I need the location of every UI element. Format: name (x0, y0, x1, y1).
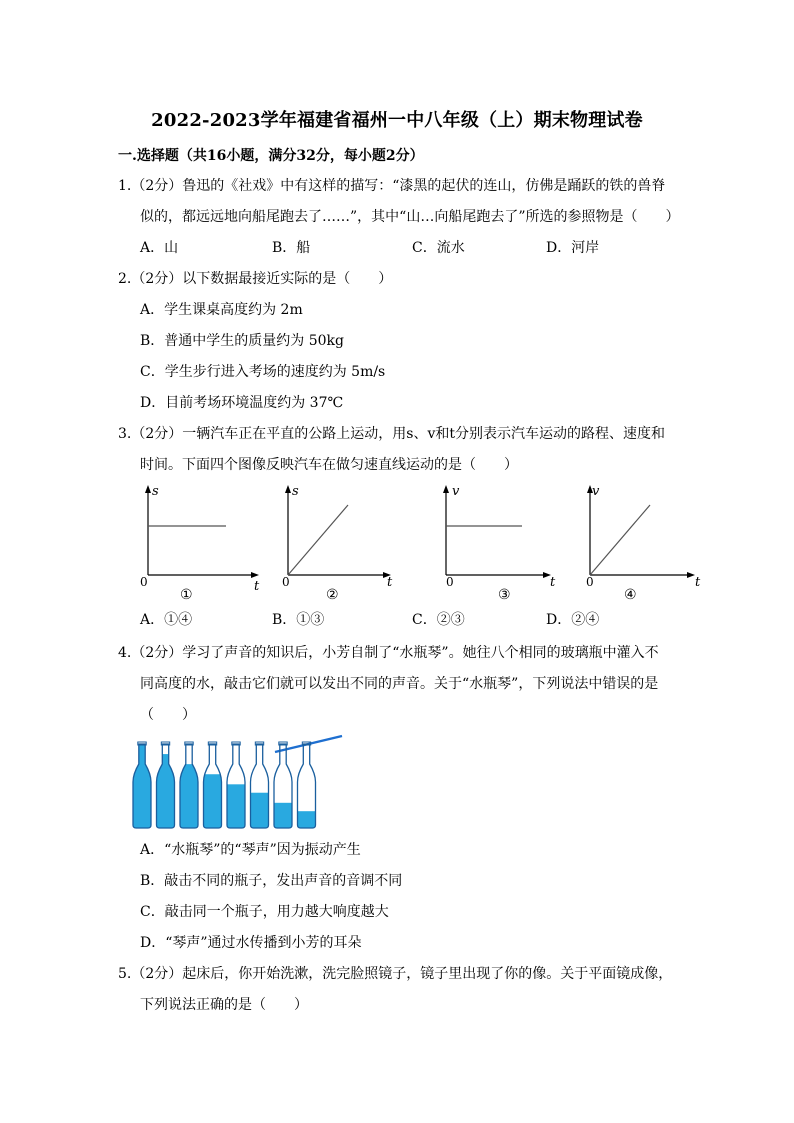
graph-1-xlabel: t (254, 579, 260, 594)
graph-2-xlabel: t (387, 575, 393, 590)
bottle-water-8 (297, 811, 317, 830)
bottle-water-7 (273, 803, 293, 830)
graph-3-origin: 0 (446, 575, 454, 589)
q1-option-b: B．船 (272, 240, 311, 256)
bottle-4 (203, 742, 223, 830)
graph-3-xlabel: t (550, 575, 556, 590)
bottle-6 (250, 742, 270, 830)
q3-option-c: C．②③ (412, 612, 465, 628)
graph-2-origin: 0 (282, 575, 290, 589)
bottle-water-4 (203, 774, 223, 830)
bottle-5 (226, 742, 246, 830)
bottle-3 (179, 742, 199, 830)
q4-option-b: B．敲击不同的瓶子，发出声音的音调不同 (140, 873, 403, 889)
graph-4-origin: 0 (586, 575, 594, 589)
bottle-water-2 (156, 754, 176, 830)
q3-option-d: D．②④ (546, 612, 600, 628)
bottle-2 (156, 742, 176, 830)
graph-3 (434, 482, 564, 602)
graph-3-caption: ③ (498, 587, 511, 602)
q2-option-c: C．学生步行进入考场的速度约为 5m/s (140, 364, 386, 380)
graph-4 (578, 482, 708, 602)
water-bottles-figure (130, 730, 350, 832)
q4-option-d: D．“琴声”通过水传播到小芳的耳朵 (140, 935, 362, 951)
bottle-water-5 (226, 784, 246, 830)
graph-2-ylabel: s (292, 484, 299, 499)
q4-line3: （ ） (140, 707, 196, 723)
graph-4-line (590, 505, 650, 575)
q1-option-d: D．河岸 (546, 240, 600, 256)
graph-4-ylabel: v (592, 484, 600, 499)
graph-2 (276, 482, 406, 602)
q2-option-a: A．学生课桌高度约为 2m (140, 302, 303, 318)
q4-line1: 4.（2分）学习了声音的知识后，小芳自制了“水瓶琴”。她往八个相同的玻璃瓶中灌入不 (118, 645, 659, 661)
q4-option-a: A．“水瓶琴”的“琴声”因为振动产生 (140, 842, 361, 858)
graph-1-ylabel: s (152, 484, 159, 499)
q2-line1: 2.（2分）以下数据最接近实际的是（ ） (118, 271, 393, 287)
q5-line1: 5.（2分）起床后，你开始洗漱，洗完脸照镜子，镜子里出现了你的像。关于平面镜成像， (118, 966, 673, 982)
q5-line2: 下列说法正确的是（ ） (140, 997, 308, 1013)
graph-1-caption: ① (180, 587, 193, 602)
bottle-8 (297, 742, 317, 830)
graph-3-ylabel: v (452, 484, 460, 499)
q2-option-d: D．目前考场环境温度约为 37℃ (140, 395, 344, 411)
graph-1-origin: 0 (140, 575, 148, 589)
bottle-7 (273, 742, 293, 830)
q3-line1: 3.（2分）一辆汽车正在平直的公路上运动，用s、v和t分别表示汽车运动的路程、速度和 (118, 426, 665, 442)
q1-option-a: A．山 (140, 240, 179, 256)
bottle-water-6 (250, 793, 270, 830)
q1-option-c: C．流水 (412, 240, 465, 256)
q4-line2: 同高度的水，敲击它们就可以发出不同的声音。关于“水瓶琴”，下列说法中错误的是 (140, 676, 659, 692)
q3-option-a: A．①④ (140, 612, 193, 628)
exam-title: 2022-2023学年福建省福州一中八年级（上）期末物理试卷 (151, 110, 643, 131)
graph-2-line (288, 505, 348, 575)
q3-line2: 时间。下面四个图像反映汽车在做匀速直线运动的是（ ） (140, 457, 518, 473)
graph-4-xlabel: t (695, 575, 701, 590)
section-heading: 一.选择题（共16小题，满分32分，每小题2分） (118, 148, 424, 164)
q1-line1: 1.（2分）鲁迅的《社戏》中有这样的描写：“漆黑的起伏的连山，仿佛是踊跃的铁的兽脊 (118, 178, 666, 194)
bottle-water-3 (179, 764, 199, 830)
q2-option-b: B．普通中学生的质量约为 50kg (140, 333, 344, 349)
q1-line2: 似的，都远远地向船尾跑去了……”，其中“山…向船尾跑去了”所选的参照物是（ ） (140, 209, 680, 225)
bottle-water-1 (132, 744, 152, 830)
graph-4-caption: ④ (624, 587, 637, 602)
graph-2-caption: ② (326, 587, 339, 602)
bottle-1 (132, 742, 152, 830)
q4-option-c: C．敲击同一个瓶子，用力越大响度越大 (140, 904, 389, 920)
q3-option-b: B．①③ (272, 612, 325, 628)
graph-1 (136, 482, 266, 602)
